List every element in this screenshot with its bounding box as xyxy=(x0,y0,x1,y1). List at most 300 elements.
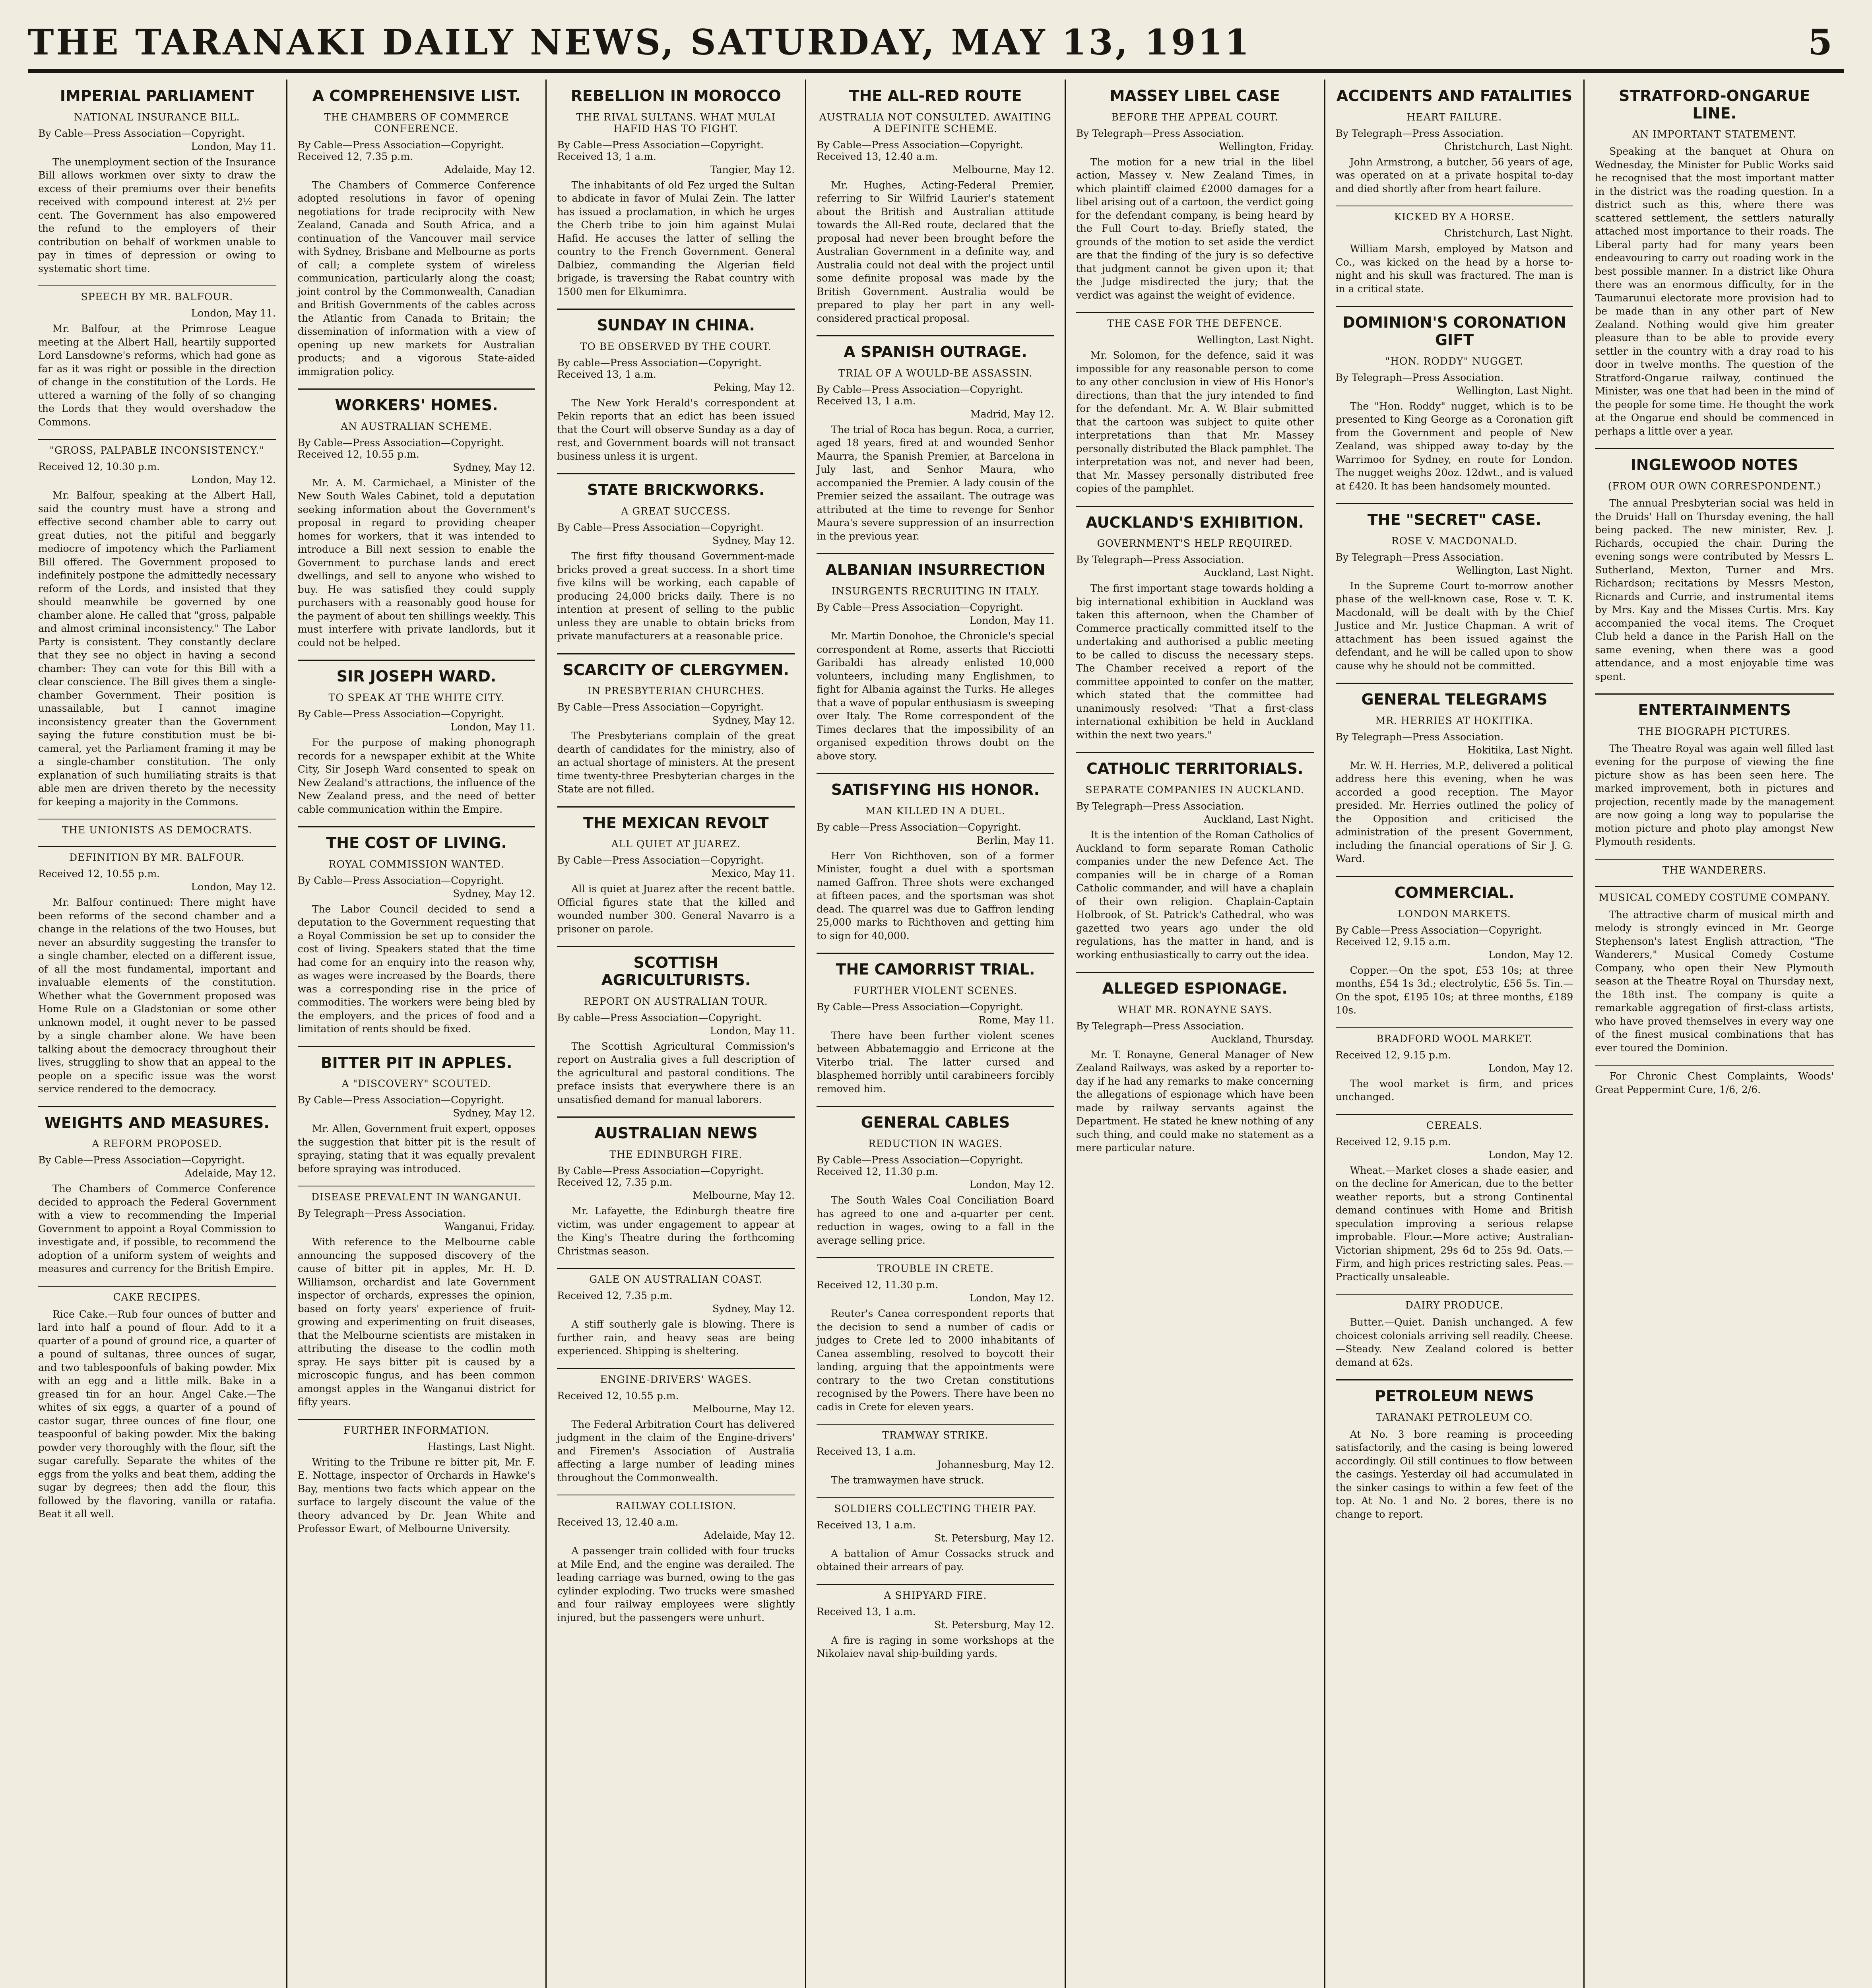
subhead: TO SPEAK AT THE WHITE CITY. xyxy=(328,692,504,704)
dateline: London, May 12. xyxy=(969,1179,1054,1191)
article-body: Writing to the Tribune re bitter pit, Mr. F. E. Nottage, inspector of Orchards in Hawke's Bay, mentions two facts which appear on the surface to largely discount the value of the theory advanced by Dr. Jean White and Professor Ewart, of Melbourne University. xyxy=(297,1456,535,1535)
rule xyxy=(817,1106,1054,1107)
dateline: London, May 11. xyxy=(191,140,276,152)
dateline: Sydney, May 12. xyxy=(712,535,795,547)
article xyxy=(817,1257,1054,1413)
article-body: There have been further violent scenes between Abbatemaggio and Erricone at the Viterbo trial. The latter cursed and blasphemed horribly until carabineers forcibly removed him. xyxy=(817,1029,1054,1095)
dateline: Peking, May 12. xyxy=(714,381,795,393)
headline: REBELLION IN MOROCCO xyxy=(570,87,781,105)
masthead xyxy=(28,16,1844,73)
article xyxy=(38,846,276,1096)
rule xyxy=(1595,886,1834,887)
rule xyxy=(1076,752,1314,753)
article-body: The Presbyterians complain of the great dearth of candidates for the ministry, also of an actual shortage of ministers. At the present time twenty-three Presbyterian charges in the State are not filled. xyxy=(557,730,795,795)
subhead: MUSICAL COMEDY COSTUME COMPANY. xyxy=(1598,891,1830,903)
byline: Received 13, 1 a.m. xyxy=(817,1519,916,1531)
article-body: The Theatre Royal was again well filled last evening for the purpose of viewing the fine picture show as has been seen here. The marked improvement, both in pictures and projection, recently made by the management are now going a long way to popularise the motion picture and photo play amongst New Plymouth residents. xyxy=(1595,742,1834,848)
rule xyxy=(1336,1379,1573,1380)
column-4 xyxy=(806,80,1066,1988)
article xyxy=(1336,1294,1573,1369)
subhead: BEFORE THE APPEAL COURT. xyxy=(1111,111,1279,123)
subhead: THE CASE FOR THE DEFENCE. xyxy=(1107,318,1282,330)
headline: INGLEWOOD NOTES xyxy=(1630,456,1798,474)
article xyxy=(557,1268,795,1358)
article-body: At No. 3 bore reaming is proceeding satisfactorily, and the casing is being lowered accordingly. Oil still continues to flow between the casings. Yesterday oil had accumulated in the sinker casings to within a few feet of the top. At No. 1 and No. 2 bores, there is no change to report. xyxy=(1335,1428,1573,1520)
byline: Received 12, 10.55 p.m. xyxy=(557,1390,679,1402)
byline: By Cable—Press Association—Copyright. xyxy=(817,602,1023,613)
article xyxy=(557,1495,795,1624)
headline: A COMPREHENSIVE LIST. xyxy=(312,87,521,105)
article xyxy=(817,335,1054,543)
article xyxy=(1076,972,1314,1155)
article xyxy=(557,806,795,936)
byline: By Telegraph—Press Association. xyxy=(297,1208,466,1219)
headline: ACCIDENTS AND FATALITIES xyxy=(1336,87,1573,105)
article-body: Butter.—Quiet. Danish unchanged. A few choicest colonials arriving sell readily. Cheese.—Steady. New Zealand colored is better demand at 62s. xyxy=(1335,1316,1573,1368)
subhead: THE CHAMBERS OF COMMERCE CONFERENCE. xyxy=(324,111,509,134)
byline: By Cable—Press Association—Copyright. xyxy=(557,854,764,866)
rule xyxy=(1076,312,1314,313)
article-body: Rice Cake.—Rub four ounces of butter and lard into half a pound of flour. Add to it a quarter of a pound of ground rice, a quarter of a pound of sultanas, three ounces of sugar, and two tablespoonfuls of baking powder. Mix with an egg and a little milk. Bake in a greased tin for an hour. Angel Cake.—The whites of six eggs, a quarter of a pound of castor sugar, three ounces of fine flour, one teaspoonful of baking powder. Mix the baking powder very thoroughly with the flour, sift the sugar carefully. Separate the whites of the eggs from the yolks and beat them, adding the sugar by degrees; then add the flour, this followed by the flavoring, vanilla or ratafia. Beat it all well. xyxy=(38,1308,276,1520)
headline: THE ALL-RED ROUTE xyxy=(849,87,1022,105)
article xyxy=(1336,683,1573,866)
headline: SUNDAY IN CHINA. xyxy=(597,316,755,334)
dateline: London, May 12. xyxy=(191,474,276,486)
article xyxy=(38,1286,276,1521)
article-body: A fire is raging in some workshops at the Nikolaiev naval ship-building yards. xyxy=(817,1634,1054,1660)
dateline: Wanganui, Friday. xyxy=(444,1221,535,1233)
rule xyxy=(298,1419,535,1420)
dateline: Wellington, Last Night. xyxy=(1456,564,1573,576)
article xyxy=(1336,87,1573,195)
columns xyxy=(28,80,1844,1988)
dateline: London, May 12. xyxy=(191,881,276,893)
subhead: REPORT ON AUSTRALIAN TOUR. xyxy=(584,995,768,1007)
dateline: Christchurch, Last Night. xyxy=(1444,227,1573,239)
subhead: TRAMWAY STRIKE. xyxy=(882,1429,989,1441)
subhead: THE UNIONISTS AS DEMOCRATS. xyxy=(62,824,252,836)
article xyxy=(817,953,1054,1095)
article-body: For Chronic Chest Complaints, Woods' Great Peppermint Cure, 1/6, 2/6. xyxy=(1595,1070,1834,1095)
rule xyxy=(557,653,795,654)
dateline: Rome, May 11. xyxy=(978,1014,1054,1026)
byline: By Cable—Press Association—Copyright. xyxy=(297,874,504,886)
article-body: Speaking at the banquet at Ohura on Wednesday, the Minister for Public Works said he recognised that the most important matter in the district was the roading question. In a district such as this, where there was scattered settlement, the settlers naturally attached most importance to their roads. The Liberal party had for many years been endeavouring to carry out roading work in the best possible manner. In a district like Ohura there was an enormous difficulty, for in the Taumarunui electorate more provision had to be made than in any other part of New Zealand. Nothing would give him greater pleasure than to be able to provide every settler in the country with a dray road to his door in twelve months. The question of the Stratford-Ongarue railway, continued the Minister, was one that had been in the mind of the people for some time. He thought the work at the Ongarue end should be commenced in perhaps a little over a year. xyxy=(1595,146,1834,437)
article xyxy=(1336,503,1573,672)
rule xyxy=(1076,506,1314,507)
byline: By Cable—Press Association—Copyright. Received 12, 10.55 p.m. xyxy=(297,437,504,460)
article-body: All is quiet at Juarez after the recent battle. Official figures state that the killed and wounded number 300. General Navarro is a prisoner on parole. xyxy=(557,883,795,935)
subhead: BRADFORD WOOL MARKET. xyxy=(1376,1033,1533,1044)
subhead: DAIRY PRODUCE. xyxy=(1405,1299,1503,1311)
article-body: Mr. Lafayette, the Edinburgh theatre fire victim, was under engagement to appear at the King's Theatre during the forthcoming Christmas season. xyxy=(557,1205,795,1257)
dateline: Auckland, Thursday. xyxy=(1211,1033,1314,1045)
dateline: Hastings, Last Night. xyxy=(427,1441,535,1452)
subhead: INSURGENTS RECRUITING IN ITALY. xyxy=(831,585,1040,597)
article-body: The first important stage towards holding a big international exhibition in Auckland was taken this afternoon, when the Chamber of Commerce practically committed itself to the undertaking and authorised a public meeting to be called to discuss the necessary steps. The Chamber received a report of the committee appointed to confer on the matter, which stated that the committee had unanimously resolved: "That a first-class international exhibition be held in Auckland within the next two years." xyxy=(1076,582,1314,741)
dateline: Hokitika, Last Night. xyxy=(1467,744,1573,756)
article-body: The attractive charm of musical mirth and melody is strongly evinced in Mr. George Stephenson's latest English attraction, "The Wanderers," Musical Comedy Costume Company, who open their New Plymouth season at the Theatre Royal on Thursday next, the 18th inst. The company is quite a remarkable aggregation of first-class artists, who have proved themselves in every way one of the finest musical combinations that has ever toured the Dominion. xyxy=(1595,909,1834,1054)
byline: Received 13, 1 a.m. xyxy=(817,1446,916,1458)
article xyxy=(1595,693,1834,848)
article-body: Mr. W. H. Herries, M.P., delivered a political address here this evening, when he was accorded a good reception. The Mayor presided. Mr. Herries outlined the policy of the Opposition and criticised the administration of the present Government, including the financial operations of Sir J. G. Ward. xyxy=(1335,759,1573,865)
dateline: Mexico, May 11. xyxy=(711,868,795,879)
subhead: IN PRESBYTERIAN CHURCHES. xyxy=(587,685,765,697)
byline: By Cable—Press Association—Copyright. Received 13, 1 a.m. xyxy=(557,139,764,162)
rule xyxy=(1336,1114,1573,1115)
headline: PETROLEUM NEWS xyxy=(1375,1387,1534,1405)
subhead: "HON. RODDY" NUGGET. xyxy=(1385,355,1524,367)
dateline: Tangier, May 12. xyxy=(710,163,795,175)
headline: STATE BRICKWORKS. xyxy=(587,481,765,499)
headline: WEIGHTS AND MEASURES. xyxy=(44,1114,270,1132)
dateline: Adelaide, May 12. xyxy=(184,1167,276,1179)
article xyxy=(817,1497,1054,1574)
article-body: The trial of Roca has begun. Roca, a currier, aged 18 years, fired at and wounded Senhor Maurra, the Spanish Premier, at Barcelona in July last, and Senhor Maura, who accompanied the Premier. A lady cousin of the Premier seized the assailant. The outrage was attributed at the time to revenge for Senhor Maura's severe suppression of an insurrection in the previous year. xyxy=(817,423,1054,542)
rule xyxy=(298,1046,535,1047)
dateline: Wellington, Last Night. xyxy=(1197,334,1314,346)
headline: AUSTRALIAN NEWS xyxy=(594,1124,758,1142)
byline: By Telegraph—Press Association. xyxy=(1076,800,1244,812)
headline: ALBANIAN INSURRECTION xyxy=(825,561,1046,579)
subhead: A REFORM PROPOSED. xyxy=(92,1138,222,1150)
article xyxy=(298,1186,535,1409)
article-body: The first fifty thousand Government-made bricks proved a great success. In a short time five kilns will be working, each capable of producing 24,000 bricks daily. There is no intention at present of selling to the public unless they are unable to obtain bricks from private manufacturers at a reasonable price. xyxy=(557,550,795,642)
column-1 xyxy=(28,80,287,1988)
dateline: Sydney, May 12. xyxy=(712,1303,795,1314)
article-body: Mr. Solomon, for the defence, said it was impossible for any reasonable person to come to any other conclusion in view of His Honor's directions, than that the jury intended to find for the defendant. Mr. A. W. Blair submitted that the cartoon was subject to quite other interpretations than that Mr. Massey personally distributed the Black pamphlet. The interpretation was not, and never had been, that Mr. Massey personally distributed free copies of the pamphlet. xyxy=(1076,349,1314,495)
subhead: FURTHER VIOLENT SCENES. xyxy=(854,984,1017,996)
article xyxy=(298,1046,535,1176)
article-body: Mr. A. M. Carmichael, a Minister of the New South Wales Cabinet, told a deputation seeking information about the Government's proposal in regard to providing cheaper homes for workers, that it was intended to introduce a Bill next session to enable the Government to purchase lands and erect dwellings, and sell to anyone who wished to buy. He was satisfied they could supply purchasers with a reasonably good house for the payment of about ten shillings weekly. This must interfere with private landlords, but it could not be helped. xyxy=(297,477,535,648)
article-body: Reuter's Canea correspondent reports that the decision to send a number of cadis or judges to Crete led to 2000 inhabitants of Canea assembling, resolved to boycott their landing, arguing that the appointments were contrary to the two Cretan constitutions recognised by the Powers. There have been no cadis in Crete for eleven years. xyxy=(817,1308,1054,1413)
rule xyxy=(298,660,535,661)
dateline: London, May 12. xyxy=(969,1292,1054,1304)
rule xyxy=(38,846,276,847)
rule xyxy=(1595,859,1834,860)
dateline: Auckland, Last Night. xyxy=(1204,567,1314,579)
article xyxy=(1336,876,1573,1017)
article-body: The Chambers of Commerce Conference decided to approach the Federal Government with a view to recommending the Imperial Government to appoint a Royal Commission to investigate and, if possible, to recommend the adoption of a uniform system of weights and measures and currency for the British Empire. xyxy=(38,1183,276,1275)
byline: Received 13, 12.40 a.m. xyxy=(557,1516,679,1528)
subhead: HEART FAILURE. xyxy=(1406,111,1502,123)
article xyxy=(1336,1027,1573,1104)
byline: By Telegraph—Press Association. xyxy=(1335,371,1504,383)
subhead: KICKED BY A HORSE. xyxy=(1394,211,1515,223)
rule xyxy=(817,773,1054,774)
headline: COMMERCIAL. xyxy=(1394,883,1514,901)
subhead: NATIONAL INSURANCE BILL. xyxy=(74,111,240,123)
rule xyxy=(557,946,795,947)
subhead: SPEECH BY MR. BALFOUR. xyxy=(81,291,233,303)
page-number: 5 xyxy=(1808,21,1832,63)
headline: THE COST OF LIVING. xyxy=(326,834,507,852)
article xyxy=(817,87,1054,325)
article xyxy=(1076,506,1314,742)
article xyxy=(298,826,535,1036)
rule xyxy=(817,1497,1054,1498)
byline: By Cable—Press Association—Copyright. xyxy=(557,522,764,534)
article-body: The wool market is firm, and prices unchanged. xyxy=(1335,1077,1573,1103)
article xyxy=(38,439,276,808)
subhead: (FROM OUR OWN CORRESPONDENT.) xyxy=(1608,480,1821,492)
byline: Received 12, 10.55 p.m. xyxy=(38,868,160,880)
byline: By Telegraph—Press Association. xyxy=(1076,127,1244,139)
byline: By Telegraph—Press Association. xyxy=(1076,1020,1244,1032)
rule xyxy=(1336,1294,1573,1295)
byline: By Telegraph—Press Association. xyxy=(1335,731,1504,743)
rule xyxy=(817,335,1054,336)
article-body: Mr. Balfour, speaking at the Albert Hall, said the country must have a strong and effective second chamber able to carry out great duties, not the pitiful and beggarly mediocre of impotency which the Parliament Bill offered. The Government proposed to indefinitely postpone the admittedly necessary reform of the Lords, and insisted that they should meanwhile be governed by one chamber alone. He called that "gross, palpable and almost criminal inconsistency." The Labor Party is consistent. They constantly declare that they see no object in having a second chamber: They can vote for this Bill with a clear conscience. The Bill gives them a single-chamber Government. Their position is unassailable, but I cannot imagine inconsistency greater than the Government saying the future constitution must be bi-cameral, yet the Parliament framing it may be a single-chamber constitution. The only explanation of such humiliating straits is that able men are driven thereto by the necessity for keeping a majority in the Commons. xyxy=(38,489,276,808)
subhead: THE EDINBURGH FIRE. xyxy=(609,1149,743,1160)
dateline: Christchurch, Last Night. xyxy=(1444,140,1573,152)
byline: Received 12, 7.35 p.m. xyxy=(557,1290,673,1301)
subhead: TRIAL OF A WOULD-BE ASSASSIN. xyxy=(838,367,1032,379)
headline: SCARCITY OF CLERGYMEN. xyxy=(563,661,789,679)
article xyxy=(38,87,276,275)
article-body: A battalion of Amur Cossacks struck and obtained their arrears of pay. xyxy=(817,1547,1054,1573)
rule xyxy=(557,473,795,474)
article-body: The Scottish Agricultural Commission's report on Australia gives a full description of the agricultural and pastoral conditions. The preface insists that everywhere there is an unsatisfied demand for manual laborers. xyxy=(557,1040,795,1105)
article-body: For the purpose of making phonograph records for a newspaper exhibit at the White City, Sir Joseph Ward consented to speak on New Zealand's attractions, the influence of the New Zealand press, and the need of better cable communication within the Empire. xyxy=(297,737,535,815)
subhead: WHAT MR. RONAYNE SAYS. xyxy=(1117,1004,1273,1015)
rule xyxy=(298,826,535,827)
article xyxy=(817,1424,1054,1487)
dateline: Wellington, Last Night. xyxy=(1456,384,1573,396)
article xyxy=(298,388,535,649)
dateline: St. Petersburg, May 12. xyxy=(934,1532,1054,1544)
subhead: TARANAKI PETROLEUM CO. xyxy=(1375,1411,1533,1423)
dateline: Adelaide, May 12. xyxy=(444,163,535,175)
byline: Received 13, 1 a.m. xyxy=(817,1606,916,1617)
byline: By Cable—Press Association—Copyright. Received 12, 11.30 p.m. xyxy=(817,1154,1023,1178)
article-body: Mr. Balfour, at the Primrose League meeting at the Albert Hall, heartily supported Lord Lansdowne's reforms, which had gone as far as it was right or possible in the direction of change in the constitution of the Lords. He uttered a warning of the folly of so changing the Lords that they would overshadow the Commons. xyxy=(38,323,276,428)
article xyxy=(557,87,795,298)
headline: IMPERIAL PARLIAMENT xyxy=(60,87,254,105)
byline: Received 12, 11.30 p.m. xyxy=(817,1279,939,1291)
article xyxy=(1336,1114,1573,1284)
byline: By cable—Press Association—Copyright. Received 13, 1 a.m. xyxy=(557,357,762,380)
headline: CATHOLIC TERRITORIALS. xyxy=(1086,760,1304,778)
headline: AUCKLAND'S EXHIBITION. xyxy=(1086,513,1304,531)
article-body: Mr. Martin Donohoe, the Chronicle's special correspondent at Rome, asserts that Ricciotti Garibaldi has already enlisted 10,000 volunteers, including many Englishmen, to fight for Albania against the Turks. He alleges that a wave of popular enthusiasm is sweeping over Italy. The Rome correspondent of the Times declares that the impossibility of an organised expedition throws doubt on the above story. xyxy=(817,630,1054,762)
rule xyxy=(1595,1065,1834,1066)
byline: By Cable—Press Association—Copyright. xyxy=(297,708,504,720)
article xyxy=(1336,206,1573,295)
rule xyxy=(1336,306,1573,307)
dateline: London, May 12. xyxy=(1488,1149,1573,1161)
subhead: THE BIOGRAPH PICTURES. xyxy=(1638,725,1791,737)
byline: By Cable—Press Association—Copyright. Received 13, 1 a.m. xyxy=(817,383,1023,407)
article-body: The annual Presbyterian social was held in the Druids' Hall on Thursday evening, the hall being packed. The new minister, Rev. J. Richards, occupied the chair. During the evening songs were contributed by Messrs L. Sutherland, Mexton, Turner and Mrs. Richardson; recitations by Messrs Meston, Ricnards and Currie, and instrumental items by Mrs. Kay and the Misses Curtis. Mrs. Kay accompanied the vocal items. The Croquet Club held a dance in the Parish Hall on the same evening, when there was a good attendance, and a most enjoyable time was spent. xyxy=(1595,497,1834,682)
article-body: Copper.—On the spot, £53 10s; at three months, £54 1s 3d.; electrolytic, £56 5s. Tin.—On the spot, £195 10s; at three months, £189 10s. xyxy=(1335,964,1573,1016)
article xyxy=(1076,87,1314,302)
rule xyxy=(557,806,795,808)
subhead: DISEASE PREVALENT IN WANGANUI. xyxy=(311,1191,522,1203)
article xyxy=(557,946,795,1106)
byline: By Cable—Press Association—Copyright. Received 12, 7.35 p.m. xyxy=(297,139,504,162)
subhead: CAKE RECIPES. xyxy=(113,1291,201,1303)
article-body: With reference to the Melbourne cable announcing the supposed discovery of the cause of bitter pit in apples, Mr. H. D. Williamson, orchardist and late Government inspector of orchards, expresses the opinion, based on forty years' experience of fruit-growing and experimenting on fruit diseases, that the Melbourne scientists are mistaken in attributing the disease to the codlin moth spray. He says bitter pit is caused by a microscopic fungus, and has been common amongst apples in the Wanganui district for fifty years. xyxy=(297,1236,535,1408)
article-body: The Chambers of Commerce Conference adopted resolutions in favor of opening negotiations for trade reciprocity with New Zealand, Canada and South Africa, and a continuation of the Vancouver mail service with Sydney, Brisbane and Melbourne as ports of call; a complete system of wireless communication, particularly along the coast; joint control by the Commonwealth, Canadian and British Governments of the cables across the Atlantic from Canada to Britain; the dissemination of information with a view of opening up new markets for Australian products; and a vigorous State-aided immigration policy. xyxy=(297,179,535,377)
headline: ALLEGED ESPIONAGE. xyxy=(1102,980,1288,998)
article xyxy=(817,553,1054,763)
headline: GENERAL TELEGRAMS xyxy=(1361,691,1548,709)
article xyxy=(817,1584,1054,1660)
subhead: TO BE OBSERVED BY THE COURT. xyxy=(580,340,772,352)
subhead: A "DISCOVERY" SCOUTED. xyxy=(341,1078,491,1090)
rule xyxy=(817,553,1054,554)
byline: By Telegraph—Press Association. xyxy=(1335,551,1504,563)
article xyxy=(1076,312,1314,495)
subhead: MAN KILLED IN A DUEL. xyxy=(865,805,1006,817)
article-body: In the Supreme Court to-morrow another phase of the well-known case, Rose v. T. K. Macdonald, will be dealt with by the Chief Justice and Mr. Justice Chapman. A writ of attachment has been issued against the defendant, and he will be called upon to show cause why he should not be committed. xyxy=(1335,580,1573,672)
rule xyxy=(817,1257,1054,1258)
dateline: Melbourne, May 12. xyxy=(693,1190,795,1201)
subhead: GOVERNMENT'S HELP REQUIRED. xyxy=(1097,538,1293,549)
article xyxy=(557,473,795,643)
article xyxy=(1595,886,1834,1055)
subhead: MR. HERRIES AT HOKITIKA. xyxy=(1375,714,1534,726)
byline: By Cable—Press Association—Copyright. xyxy=(38,127,245,139)
dateline: St. Petersburg, May 12. xyxy=(934,1619,1054,1631)
subhead: ROYAL COMMISSION WANTED. xyxy=(328,858,504,870)
article-body: The inhabitants of old Fez urged the Sultan to abdicate in favor of Mulai Zein. The latter has issued a proclamation, in which he urges the Cherb tribe to join him against Mulai Hafid. He accuses the latter of selling the country to the French Government. General Dalbiez, commanding the Algerian field brigade, is traversing the Rabat country with 1500 men for Elkumimra. xyxy=(557,179,795,297)
rule xyxy=(1076,972,1314,973)
subhead: GALE ON AUSTRALIAN COAST. xyxy=(589,1274,763,1285)
byline: By Telegraph—Press Association. xyxy=(1335,127,1504,139)
article-body: William Marsh, employed by Matson and Co., was kicked on the head by a horse to-night and his skull was fractured. The man is in a critical state. xyxy=(1335,243,1573,295)
byline: By cable—Press Association—Copyright. xyxy=(557,1011,762,1023)
article-body: The motion for a new trial in the libel action, Massey v. New Zealand Times, in which plaintiff claimed £2000 damages for a libel arising out of a cartoon, the verdict going for the defendant company, is being heard by the Full Court to-day. Briefly stated, the grounds of the motion to set aside the verdict are that the finding of the jury is so defective that judgment cannot be given upon it; that the Judge misdirected the jury; that the verdict was against the weight of evidence. xyxy=(1076,156,1314,301)
subhead: ROSE V. MACDONALD. xyxy=(1391,535,1517,547)
dateline: Sydney, May 12. xyxy=(712,714,795,726)
article xyxy=(1595,859,1834,876)
byline: By Telegraph—Press Association. xyxy=(1076,554,1244,566)
byline: By cable—Press Association—Copyright. xyxy=(817,821,1021,833)
article-body: The Federal Arbitration Court has delivered judgment in the claim of the Engine-drivers' and Firemen's Association of Australia affecting a large number of leading mines throughout the Commonwealth. xyxy=(557,1418,795,1483)
dateline: Berlin, May 11. xyxy=(976,834,1054,846)
byline: Received 12, 9.15 p.m. xyxy=(1335,1136,1451,1147)
rule xyxy=(817,1424,1054,1425)
headline: THE "SECRET" CASE. xyxy=(1367,511,1541,529)
subhead: AN AUSTRALIAN SCHEME. xyxy=(340,420,493,432)
subhead: THE RIVAL SULTANS. WHAT MULAI HAFID HAS TO FIGHT. xyxy=(576,111,776,134)
article xyxy=(817,1106,1054,1247)
dateline: London, May 11. xyxy=(969,615,1054,627)
dateline: London, May 11. xyxy=(191,307,276,319)
rule xyxy=(557,1368,795,1369)
headline: THE CAMORRIST TRIAL. xyxy=(836,961,1035,978)
rule xyxy=(557,309,795,310)
dateline: Melbourne, May 12. xyxy=(693,1403,795,1415)
headline: THE MEXICAN REVOLT xyxy=(583,814,769,832)
rule xyxy=(1336,876,1573,877)
rule xyxy=(557,1116,795,1118)
article xyxy=(1336,306,1573,493)
column-3 xyxy=(547,80,806,1988)
column-2 xyxy=(287,80,547,1988)
article xyxy=(38,819,276,836)
article xyxy=(298,660,535,816)
article xyxy=(1595,1065,1834,1096)
byline: By Cable—Press Association—Copyright. xyxy=(38,1154,245,1166)
subhead: ENGINE-DRIVERS' WAGES. xyxy=(600,1373,752,1385)
rule xyxy=(1336,1027,1573,1028)
byline: By Cable—Press Association—Copyright. xyxy=(297,1094,504,1106)
dateline: Sydney, May 12. xyxy=(453,1107,535,1119)
headline: SCOTTISH AGRICULTURISTS. xyxy=(601,954,751,989)
article-body: The unemployment section of the Insurance Bill allows workmen over sixty to draw the excess of their premiums over their benefits received with compound interest at 2½ per cent. The Government has also empowered the refund to the employers of their contribution on behalf of workmen unable to pay in times of depression or owing to systematic short time. xyxy=(38,156,276,274)
dateline: Sydney, May 12. xyxy=(453,461,535,473)
article-body: It is the intention of the Roman Catholics of Auckland to form separate Roman Catholic companies under the new Defence Act. The companies will be in charge of a Roman Catholic commander, and will have a chaplain of their own religion. Chaplain-Captain Holbrook, of St. Patrick's Cathedral, who was gazetted two years ago under the old regulations, has the matter in hand, and is working enthusiastically to carry out the idea. xyxy=(1076,829,1314,961)
subhead: REDUCTION IN WAGES. xyxy=(868,1138,1003,1150)
column-6 xyxy=(1325,80,1585,1988)
subhead: A SHIPYARD FIRE. xyxy=(884,1589,987,1601)
masthead-title: THE TARANAKI DAILY NEWS, SATURDAY, MAY 13, 1911 xyxy=(28,21,1251,63)
headline: DOMINION'S CORONATION GIFT xyxy=(1342,314,1566,349)
article-body: The Labor Council decided to send a deputation to the Government requesting that a Royal Commission be set up to consider the cost of living. Speakers stated that the time had come for an enquiry into the reason why, as wages were increased by the Boards, there was a corresponding rise in the price of commodities. The workers were being bled by the employers, and the prices of food and a limitation of rents should be fixed. xyxy=(297,903,535,1035)
rule xyxy=(1336,503,1573,504)
dateline: London, May 12. xyxy=(1488,1062,1573,1074)
subhead: SEPARATE COMPANIES IN AUCKLAND. xyxy=(1085,784,1304,796)
article xyxy=(557,653,795,796)
rule xyxy=(38,1286,276,1287)
article-body: John Armstrong, a butcher, 56 years of age, was operated on at a private hospital to-day and died shortly after from heart failure. xyxy=(1335,156,1573,194)
rule xyxy=(1595,448,1834,449)
rule xyxy=(38,439,276,440)
article-body: Mr. Allen, Government fruit expert, opposes the suggestion that bitter pit is the result of spraying, stating that it was equally prevalent before spraying was introduced. xyxy=(297,1123,535,1175)
article-body: Wheat.—Market closes a shade easier, and on the decline for American, due to the better weather reports, but a strong Continental demand continues with Home and British speculation improving a serious relapse improbable. Flour.—More active; Australian-Victorian shipment, 29s 6d to 25s 9d. Oats.—Firm, and high prices restricting sales. Peas.—Practically unsaleable. xyxy=(1335,1164,1573,1283)
headline: SATISFYING HIS HONOR. xyxy=(831,781,1040,799)
headline: ENTERTAINMENTS xyxy=(1638,701,1791,719)
subhead: SOLDIERS COLLECTING THEIR PAY. xyxy=(834,1503,1037,1514)
byline: By Cable—Press Association—Copyright. xyxy=(817,1001,1023,1013)
dateline: London, May 12. xyxy=(1488,949,1573,961)
headline: MASSEY LIBEL CASE xyxy=(1110,87,1280,105)
headline: WORKERS' HOMES. xyxy=(335,396,498,414)
headline: GENERAL CABLES xyxy=(861,1114,1010,1132)
article-body: Mr. Hughes, Acting-Federal Premier, referring to Sir Wilfrid Laurier's statement about the British and Australian attitude towards the All-Red route, declared that the proposal had never been brought before the Australian Government in a definite way, and Australia could not deal with the project until some definite proposal was made by the British Government. Australia would be prepared to play her part in any well-considered practical proposal. xyxy=(817,179,1054,324)
dateline: Melbourne, May 12. xyxy=(952,163,1054,175)
article xyxy=(1595,87,1834,438)
subhead: "GROSS, PALPABLE INCONSISTENCY." xyxy=(49,445,265,456)
article-body: Mr. T. Ronayne, General Manager of New Zealand Railways, was asked by a reporter to-day if he had any remarks to make concerning the allegations of espionage which have been made by railway servants against the Department. He stated he knew nothing of any such thing, and could make no statement as a mere particular nature. xyxy=(1076,1048,1314,1154)
dateline: Wellington, Friday. xyxy=(1218,140,1314,152)
article xyxy=(38,285,276,429)
dateline: Sydney, May 12. xyxy=(453,887,535,899)
article xyxy=(298,87,535,378)
rule xyxy=(38,285,276,286)
rule xyxy=(557,1268,795,1269)
article xyxy=(817,773,1054,942)
rule xyxy=(1595,693,1834,695)
subhead: THE WANDERERS. xyxy=(1662,864,1767,876)
dateline: Auckland, Last Night. xyxy=(1204,813,1314,825)
column-5 xyxy=(1066,80,1325,1988)
subhead: AN IMPORTANT STATEMENT. xyxy=(1632,128,1796,140)
article xyxy=(1336,1379,1573,1521)
rule xyxy=(817,953,1054,954)
article xyxy=(1595,448,1834,683)
article xyxy=(557,1116,795,1258)
column-7 xyxy=(1585,80,1844,1988)
article xyxy=(298,1419,535,1536)
article xyxy=(557,309,795,463)
article-body: Mr. Balfour continued: There might have been reforms of the second chamber and a change in the relations of the two Houses, but never an absurdity suggesting the transfer to a single chamber, elected on a different issue, of all the most fundamental, important and invaluable elements of the constitution. Whether what the Government proposed was Home Rule on a Gladstonian or some other unknown model, it ought never to be passed by a single chamber alone. We have been talking about the democracy throughout their lives, struggling to show that an appeal to the people on a specific issue was the worst service rendered to the democracy. xyxy=(38,897,276,1095)
rule xyxy=(817,1584,1054,1585)
headline: STRATFORD-ONGARUE LINE. xyxy=(1619,87,1810,122)
